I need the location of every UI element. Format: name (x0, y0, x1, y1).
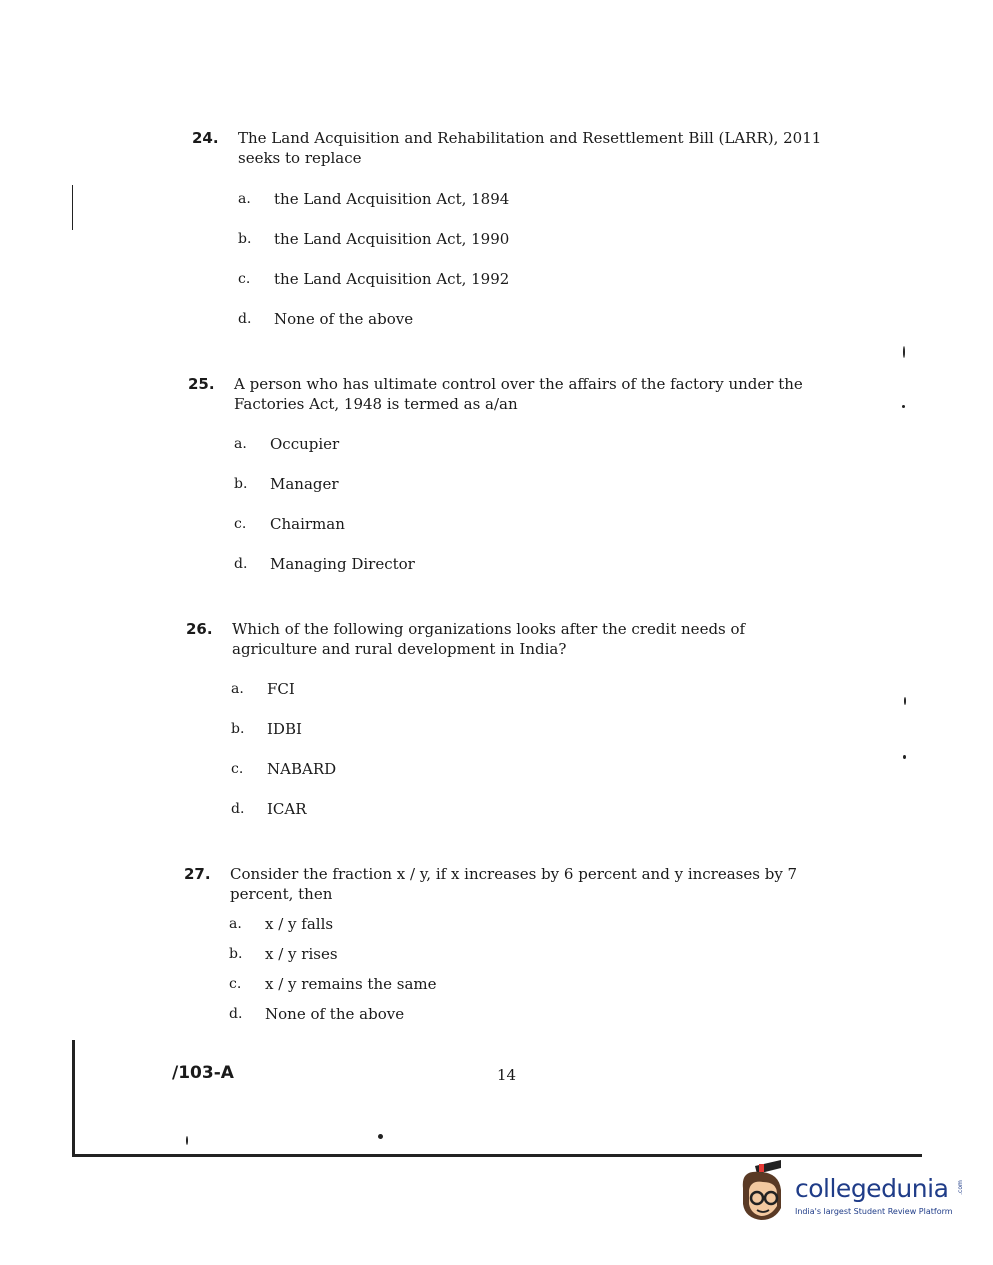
option-text: Chairman (270, 515, 345, 533)
scan-speck (186, 1136, 188, 1145)
option-label: a. (229, 916, 242, 932)
question-text: Which of the following organizations looks after the credit needs of agriculture and rural development in India? (232, 620, 746, 658)
option-text: Manager (270, 475, 339, 493)
option-label: b. (234, 476, 248, 492)
question-text: The Land Acquisition and Rehabilitation and Resettlement Bill (LARR), 2011 seeks to replace (238, 129, 822, 167)
brand-suffix: .com (956, 1180, 964, 1195)
scan-speck (378, 1134, 383, 1139)
scan-speck (903, 346, 905, 358)
option-text: None of the above (274, 310, 414, 328)
option-text: None of the above (265, 1005, 405, 1023)
option-label: d. (234, 556, 248, 572)
option-text: the Land Acquisition Act, 1894 (274, 190, 510, 208)
option-label: d. (231, 801, 245, 817)
option-text: x / y rises (265, 945, 338, 963)
page-number: 14 (497, 1066, 517, 1084)
collegedunia-logo (735, 1160, 965, 1230)
scan-edge-line (72, 185, 73, 230)
option-text: IDBI (267, 720, 302, 738)
option-label: c. (229, 976, 242, 992)
question-text: Consider the fraction x / y, if x increases by 6 percent and y increases by 7 percent, then (230, 865, 798, 903)
scan-edge-line (72, 1040, 75, 1155)
option-label: b. (229, 946, 243, 962)
option-text: NABARD (267, 760, 337, 778)
option-text: ICAR (267, 800, 307, 818)
paper-code: /103-A (172, 1063, 234, 1083)
scan-speck (904, 697, 906, 705)
option-label: a. (231, 681, 244, 697)
option-text: the Land Acquisition Act, 1990 (274, 230, 510, 248)
question-number: 26. (186, 620, 213, 638)
option-text: Managing Director (270, 555, 415, 573)
option-text: Occupier (270, 435, 340, 453)
option-label: b. (231, 721, 245, 737)
mascot-icon (735, 1160, 795, 1228)
question-number: 25. (188, 375, 215, 393)
option-label: c. (231, 761, 244, 777)
option-text: x / y remains the same (265, 975, 437, 993)
question-number: 27. (184, 865, 211, 883)
page-bottom-rule (72, 1154, 922, 1157)
option-label: a. (234, 436, 247, 452)
option-text: FCI (267, 680, 295, 698)
option-label: c. (234, 516, 247, 532)
brand-tagline: India's largest Student Review Platform (795, 1207, 953, 1216)
scan-speck (903, 755, 906, 759)
option-label: d. (229, 1006, 243, 1022)
option-label: a. (238, 191, 251, 207)
option-text: x / y falls (265, 915, 334, 933)
option-label: b. (238, 231, 252, 247)
brand-name: collegedunia (795, 1174, 949, 1203)
scan-speck (902, 405, 905, 408)
question-text: A person who has ultimate control over the affairs of the factory under the Factories Act, 1948 is termed as a/an (234, 375, 803, 413)
option-label: d. (238, 311, 252, 327)
option-text: the Land Acquisition Act, 1992 (274, 270, 510, 288)
option-label: c. (238, 271, 251, 287)
question-number: 24. (192, 129, 219, 147)
